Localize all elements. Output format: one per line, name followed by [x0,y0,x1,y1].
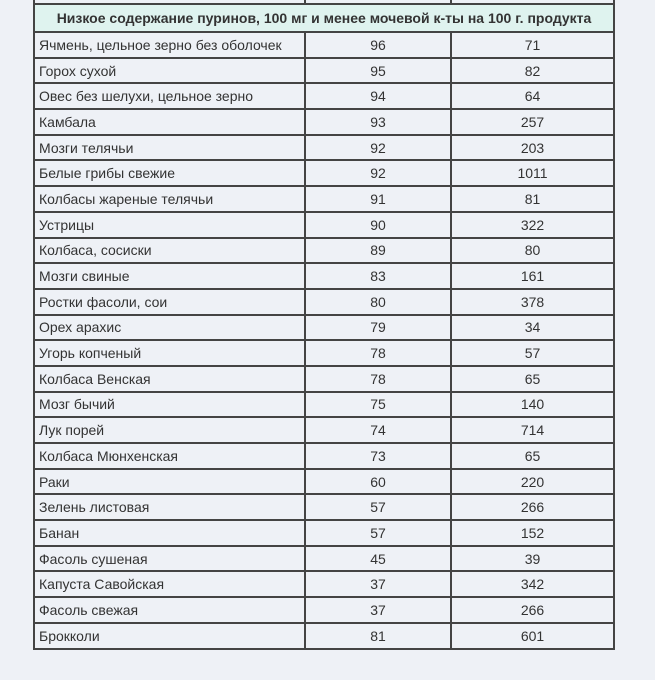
cell-value: 378 [451,289,614,315]
cell-value: 161 [451,263,614,289]
table-row [34,186,614,212]
cell-product: Фасоль свежая [34,597,305,623]
table-row [34,32,614,58]
cell-product: Угорь копченый [34,340,305,366]
cell-product: Камбала [34,109,305,135]
cell-value: 266 [451,494,614,520]
table-row [34,494,614,520]
cell-product: Ростки фасоли, сои [34,289,305,315]
cell-product: Колбаса Венская [34,366,305,392]
section-header: Низкое содержание пуринов, 100 мг и менее мочевой к-ты на 100 г. продукта [34,4,614,32]
cell-value: 220 [451,469,614,495]
table-row [34,546,614,572]
cell-product: Горох сухой [34,58,305,84]
table-row [34,109,614,135]
cell-purines: 79 [305,315,451,341]
table-row [34,238,614,264]
cell-value: 39 [451,546,614,572]
cell-purines: 78 [305,366,451,392]
cell-purines: 93 [305,109,451,135]
table-row [34,83,614,109]
cell-purines: 73 [305,443,451,469]
section-header-row [34,4,614,32]
table-row [34,340,614,366]
cell-product: Капуста Савойская [34,571,305,597]
cell-value: 65 [451,443,614,469]
cell-purines: 78 [305,340,451,366]
table-row [34,315,614,341]
cell-value: 71 [451,32,614,58]
cell-product: Зелень листовая [34,494,305,520]
cell-value: 257 [451,109,614,135]
cell-purines: 91 [305,186,451,212]
cell-product: Орех арахис [34,315,305,341]
cell-purines: 95 [305,58,451,84]
cell-purines: 92 [305,160,451,186]
table-row [34,597,614,623]
purine-table-container [33,0,613,650]
cell-product: Колбасы жареные телячьи [34,186,305,212]
cell-purines: 75 [305,392,451,418]
cell-purines: 90 [305,212,451,238]
cell-product: Мозги свиные [34,263,305,289]
cell-purines: 83 [305,263,451,289]
cell-value: 203 [451,135,614,161]
table-row [34,263,614,289]
cell-value: 34 [451,315,614,341]
cell-product: Фасоль сушеная [34,546,305,572]
cell-value: 714 [451,417,614,443]
cell-value: 601 [451,623,614,649]
cell-value: 82 [451,58,614,84]
cell-purines: 96 [305,32,451,58]
cell-value: 266 [451,597,614,623]
table-row [34,417,614,443]
cell-product: Мозги телячьи [34,135,305,161]
table-row [34,135,614,161]
cell-purines: 92 [305,135,451,161]
cell-purines: 81 [305,623,451,649]
cell-purines: 57 [305,520,451,546]
table-row [34,366,614,392]
cell-value: 322 [451,212,614,238]
cell-purines: 37 [305,571,451,597]
cell-value: 342 [451,571,614,597]
table-row [34,469,614,495]
cell-purines: 80 [305,289,451,315]
cell-purines: 74 [305,417,451,443]
cell-value: 64 [451,83,614,109]
table-row [34,289,614,315]
table-row [34,571,614,597]
table-row [34,623,614,649]
cell-purines: 37 [305,597,451,623]
cell-purines: 94 [305,83,451,109]
table-row [34,160,614,186]
cell-value: 80 [451,238,614,264]
cell-value: 65 [451,366,614,392]
cell-product: Лук порей [34,417,305,443]
cell-value: 57 [451,340,614,366]
cell-product: Ячмень, цельное зерно без оболочек [34,32,305,58]
cell-product: Брокколи [34,623,305,649]
cell-product: Овес без шелухи, цельное зерно [34,83,305,109]
cell-product: Колбаса Мюнхенская [34,443,305,469]
cell-purines: 60 [305,469,451,495]
cell-purines: 89 [305,238,451,264]
table-row [34,520,614,546]
table-row [34,58,614,84]
cell-product: Мозг бычий [34,392,305,418]
table-row [34,212,614,238]
cell-product: Устрицы [34,212,305,238]
cell-value: 152 [451,520,614,546]
cell-value: 81 [451,186,614,212]
cell-product: Банан [34,520,305,546]
cell-value: 1011 [451,160,614,186]
cell-value: 140 [451,392,614,418]
table-row [34,443,614,469]
cell-product: Раки [34,469,305,495]
cell-product: Белые грибы свежие [34,160,305,186]
cell-product: Колбаса, сосиски [34,238,305,264]
table-row [34,392,614,418]
cell-purines: 45 [305,546,451,572]
purine-table [33,0,615,650]
cell-purines: 57 [305,494,451,520]
